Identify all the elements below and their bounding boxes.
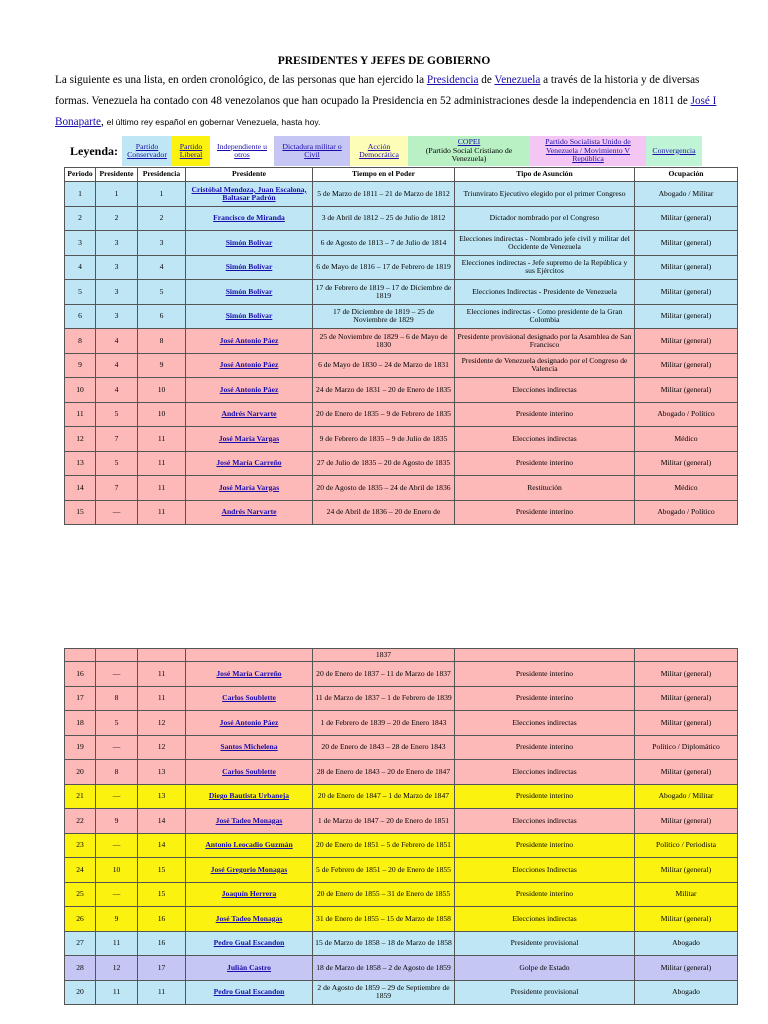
cell-tipo: Elecciones Indirectas - Presidente de Venezuela: [455, 280, 635, 305]
cell-presidente: 5: [96, 711, 138, 736]
cell-presidencia: 15: [138, 858, 186, 883]
cell-tipo: Elecciones indirectas - Nombrado jefe civil y militar del Occidente de Venezuela: [455, 231, 635, 256]
cell-tiempo: 1 de Marzo de 1847 – 20 de Enero de 1851: [313, 809, 455, 834]
cell-name: [186, 500, 313, 525]
cell-name: [186, 931, 313, 956]
cell-presidencia: 8: [138, 329, 186, 354]
cell-periodo: 23: [65, 833, 96, 858]
cell-tipo: Elecciones indirectas: [455, 378, 635, 403]
table-row: [65, 686, 738, 711]
cell-tipo: Presidente provisional designado por la Asamblea de San Francisco: [455, 329, 635, 354]
cell-ocupacion: Militar (general): [635, 451, 738, 476]
table-row: [65, 735, 738, 760]
column-header: Presidente: [186, 168, 313, 182]
cell-ocupacion: Político / Periodista: [635, 833, 738, 858]
cell-name: [186, 231, 313, 256]
cell-name: [186, 907, 313, 932]
legend-item[interactable]: Partido Liberal: [172, 136, 210, 166]
president-link[interactable]: José María Carreño: [216, 458, 282, 468]
cell-periodo: 5: [65, 280, 96, 305]
cell-tiempo: 3 de Abril de 1812 – 25 de Julio de 1812: [313, 206, 455, 231]
cell-ocupacion: Militar (general): [635, 907, 738, 932]
president-link[interactable]: Joaquín Herrera: [221, 889, 277, 899]
cell-ocupacion: Militar (general): [635, 231, 738, 256]
cell-ocupacion: Médico: [635, 427, 738, 452]
cell-tiempo: 18 de Marzo de 1858 – 2 de Agosto de 1859: [313, 956, 455, 981]
cell-tiempo: 9 de Febrero de 1835 – 9 de Julio de 1835: [313, 427, 455, 452]
table-row: [65, 956, 738, 981]
cell-tipo: Restitución: [455, 476, 635, 501]
cell-name: [186, 255, 313, 280]
legend-item[interactable]: [408, 136, 530, 166]
president-link[interactable]: José Antonio Páez: [219, 335, 279, 345]
cell-name: [186, 784, 313, 809]
cell-presidencia: 11: [138, 686, 186, 711]
cell-ocupacion: Abogado / Político: [635, 402, 738, 427]
cell-periodo: 6: [65, 304, 96, 329]
cell-presidente: 4: [96, 353, 138, 378]
table-row: [65, 858, 738, 883]
table-row: [65, 353, 738, 378]
cell-presidencia: 17: [138, 956, 186, 981]
legend-item-sub: (Partido Social Cristiano de Venezuela): [425, 145, 513, 164]
cell-tipo: Presidente interino: [455, 686, 635, 711]
president-link[interactable]: Santos Michelena: [220, 742, 278, 752]
president-link[interactable]: Andrés Narvarte: [221, 409, 277, 419]
legend-item[interactable]: Dictadura militar o Civil: [274, 136, 350, 166]
cell-tiempo: 20 de Enero de 1855 – 31 de Enero de 1855: [313, 882, 455, 907]
cell-name: [186, 980, 313, 1005]
cell-tiempo: 17 de Diciembre de 1819 – 25 de Noviembre de 1829: [313, 304, 455, 329]
cell-presidente: 3: [96, 304, 138, 329]
cell-tiempo: 27 de Julio de 1835 – 20 de Agosto de 1835: [313, 451, 455, 476]
table-row: [65, 182, 738, 207]
table-row: [65, 476, 738, 501]
cell-presidencia: 12: [138, 735, 186, 760]
cell-periodo: 1: [65, 182, 96, 207]
cell-periodo: 3: [65, 231, 96, 256]
president-link[interactable]: Julián Castro: [227, 962, 271, 972]
table-row: [65, 255, 738, 280]
cell-tipo: Presidente interino: [455, 500, 635, 525]
president-link[interactable]: José Antonio Páez: [219, 717, 279, 727]
table-row: [65, 784, 738, 809]
table-row: [65, 378, 738, 403]
intro-text-1: La siguiente es una lista, en orden cronológico, de las personas que han ejercido la: [55, 74, 427, 86]
cell-ocupacion: Abogado / Político: [635, 500, 738, 525]
president-link[interactable]: Antonio Leocadio Guzmán: [205, 840, 293, 850]
cell-name: [186, 833, 313, 858]
cell-tiempo: 1837: [313, 649, 455, 662]
president-link[interactable]: Andrés Narvarte: [221, 507, 277, 517]
cell-presidencia: 11: [138, 427, 186, 452]
legend-item[interactable]: Acción Democrática: [350, 136, 408, 166]
cell-ocupacion: Militar (general): [635, 760, 738, 785]
president-link[interactable]: José Gregorio Monagas: [210, 864, 288, 874]
table-row: [65, 206, 738, 231]
cell-name: [186, 711, 313, 736]
table-row: [65, 809, 738, 834]
cell-ocupacion: Militar (general): [635, 206, 738, 231]
cell-presidencia: 11: [138, 500, 186, 525]
table-row: [65, 980, 738, 1005]
president-link[interactable]: José Tadeo Monagas: [215, 913, 283, 923]
cell-tiempo: 20 de Agosto de 1835 – 24 de Abril de 1836: [313, 476, 455, 501]
cell-periodo: 19: [65, 735, 96, 760]
intro-text-5: el último rey español en gobernar Venezuela, hasta hoy.: [106, 117, 321, 127]
legend-item[interactable]: Partido Conservador: [122, 136, 172, 166]
table-row: [65, 427, 738, 452]
cell-presidencia: 13: [138, 784, 186, 809]
cell-tiempo: 6 de Agosto de 1813 – 7 de Julio de 1814: [313, 231, 455, 256]
cell-ocupacion: Militar (general): [635, 280, 738, 305]
table-row: [65, 451, 738, 476]
president-link[interactable]: Simón Bolívar: [225, 237, 273, 247]
president-link[interactable]: José María Vargas: [218, 433, 280, 443]
cell-tipo: Presidente interino: [455, 882, 635, 907]
page-title: PRESIDENTES Y JEFES DE GOBIERNO: [277, 55, 491, 67]
cell-tipo: Dictador nombrado por el Congreso: [455, 206, 635, 231]
president-link[interactable]: Carlos Soublette: [222, 766, 276, 776]
cell-presidente: 7: [96, 427, 138, 452]
cell-periodo: 28: [65, 956, 96, 981]
cell-tiempo: 5 de Marzo de 1811 – 21 de Marzo de 1812: [313, 182, 455, 207]
legend-item[interactable]: Convergencia: [646, 136, 702, 166]
cell-tipo: Presidente interino: [455, 833, 635, 858]
president-link[interactable]: José Antonio Páez: [219, 360, 279, 370]
cell-presidente: —: [96, 833, 138, 858]
cell-periodo: 21: [65, 784, 96, 809]
legend-item-label[interactable]: COPEI: [457, 137, 481, 147]
cell-presidente: 3: [96, 231, 138, 256]
intro-text-3: a través de la historia y de diversas formas. Venezuela ha contado con 48 venezolanos que han ocupado la Presidencia en 52 administraciones desde la independencia en 1811 de: [55, 74, 700, 107]
cell-presidente: —: [96, 882, 138, 907]
table-row-continuation: [65, 649, 738, 662]
cell-presidente: —: [96, 784, 138, 809]
cell-tiempo: 15 de Marzo de 1858 – 18 de Marzo de 1858: [313, 931, 455, 956]
cell-periodo: 14: [65, 476, 96, 501]
column-header: Presidencia: [138, 168, 186, 182]
cell-presidente: 9: [96, 907, 138, 932]
table-row: [65, 882, 738, 907]
cell-tipo: Elecciones indirectas: [455, 907, 635, 932]
cell-tiempo: 24 de Abril de 1836 – 20 de Enero de: [313, 500, 455, 525]
column-header: Tipo de Asunción: [455, 168, 635, 182]
cell-ocupacion: Militar (general): [635, 329, 738, 354]
cell-periodo: 25: [65, 882, 96, 907]
table-row: [65, 711, 738, 736]
cell-name: [186, 686, 313, 711]
cell-tipo: Elecciones indirectas - Como presidente de la Gran Colombia: [455, 304, 635, 329]
cell-tiempo: 31 de Enero de 1855 – 15 de Marzo de 1858: [313, 907, 455, 932]
cell-tiempo: 2 de Agosto de 1859 – 29 de Septiembre de 1859: [313, 980, 455, 1005]
cell-name: [186, 304, 313, 329]
cell-presidencia: 6: [138, 304, 186, 329]
link-presidencia[interactable]: Presidencia: [426, 74, 479, 86]
legend-item[interactable]: Independiente u otros: [210, 136, 274, 166]
cell-presidente: 1: [96, 182, 138, 207]
cell-presidencia: 16: [138, 931, 186, 956]
cell-presidente: 9: [96, 809, 138, 834]
cell-tiempo: 20 de Enero de 1851 – 5 de Febrero de 1851: [313, 833, 455, 858]
president-link[interactable]: Pedro Gual Escandon: [213, 987, 285, 997]
cell-ocupacion: Abogado: [635, 931, 738, 956]
cell-name: [186, 182, 313, 207]
cell-name: [186, 882, 313, 907]
cell-presidencia: 14: [138, 833, 186, 858]
cell-tiempo: 25 de Noviembre de 1829 – 6 de Mayo de 1830: [313, 329, 455, 354]
cell-tipo: Triunvirato Ejecutivo elegido por el primer Congreso: [455, 182, 635, 207]
cell-periodo: 27: [65, 931, 96, 956]
table-row: [65, 907, 738, 932]
cell-periodo: 18: [65, 711, 96, 736]
cell-periodo: 17: [65, 686, 96, 711]
cell-tiempo: 5 de Febrero de 1851 – 20 de Enero de 1855: [313, 858, 455, 883]
cell-periodo: 24: [65, 858, 96, 883]
cell-presidencia: 13: [138, 760, 186, 785]
cell-periodo: 11: [65, 402, 96, 427]
cell-tipo: Presidente interino: [455, 402, 635, 427]
cell-presidencia: 3: [138, 231, 186, 256]
cell-tipo: Elecciones Indirectas: [455, 858, 635, 883]
presidents-table-2: [64, 648, 738, 1005]
table-row: [65, 662, 738, 687]
cell-ocupacion: Militar: [635, 882, 738, 907]
table-row: [65, 760, 738, 785]
cell-tipo: Elecciones indirectas: [455, 809, 635, 834]
cell-periodo: 9: [65, 353, 96, 378]
cell-name: [186, 662, 313, 687]
cell-presidencia: 2: [138, 206, 186, 231]
cell-ocupacion: Militar (general): [635, 255, 738, 280]
cell-presidente: 2: [96, 206, 138, 231]
cell-name: [186, 956, 313, 981]
cell-tiempo: 11 de Marzo de 1837 – 1 de Febrero de 1839: [313, 686, 455, 711]
cell-tiempo: 6 de Mayo de 1816 – 17 de Febrero de 1819: [313, 255, 455, 280]
link-venezuela[interactable]: Venezuela: [494, 74, 541, 86]
cell-tipo: Presidente provisional: [455, 931, 635, 956]
cell-presidente: —: [96, 735, 138, 760]
cell-presidencia: 14: [138, 809, 186, 834]
cell-presidente: 4: [96, 329, 138, 354]
cell-ocupacion: Militar (general): [635, 353, 738, 378]
column-header: Tiempo en el Poder: [313, 168, 455, 182]
president-link[interactable]: José María Vargas: [218, 482, 280, 492]
cell-name: [186, 329, 313, 354]
cell-ocupacion: Militar (general): [635, 662, 738, 687]
table-row: [65, 329, 738, 354]
cell-name: [186, 858, 313, 883]
president-link[interactable]: Simón Bolívar: [225, 286, 273, 296]
column-header: Periodo: [65, 168, 96, 182]
cell-tipo: Elecciones indirectas - Jefe supremo de la República y sus Ejércitos: [455, 255, 635, 280]
cell-ocupacion: Militar (general): [635, 711, 738, 736]
cell-tipo: Elecciones indirectas: [455, 427, 635, 452]
cell-tiempo: 20 de Enero de 1847 – 1 de Marzo de 1847: [313, 784, 455, 809]
table-row: [65, 931, 738, 956]
cell-periodo: 13: [65, 451, 96, 476]
cell-name: [186, 760, 313, 785]
cell-presidencia: 1: [138, 182, 186, 207]
president-link[interactable]: Diego Bautista Urbaneja: [208, 791, 290, 801]
cell-presidencia: 11: [138, 662, 186, 687]
column-header: Ocupación: [635, 168, 738, 182]
cell-tipo: Presidente interino: [455, 451, 635, 476]
cell-periodo: 2: [65, 206, 96, 231]
legend-item[interactable]: Partido Socialista Unido de Venezuela / Movimiento V República: [530, 136, 646, 166]
cell-ocupacion: Abogado / Militar: [635, 784, 738, 809]
cell-ocupacion: Militar (general): [635, 686, 738, 711]
table-row: [65, 231, 738, 256]
legend-label: Leyenda:: [68, 136, 122, 166]
cell-presidente: —: [96, 500, 138, 525]
cell-name: [186, 280, 313, 305]
cell-presidencia: 9: [138, 353, 186, 378]
cell-presidencia: 12: [138, 711, 186, 736]
cell-periodo: 16: [65, 662, 96, 687]
intro-paragraph: [55, 70, 720, 133]
cell-name: [186, 427, 313, 452]
cell-presidente: —: [96, 662, 138, 687]
cell-ocupacion: Militar (general): [635, 378, 738, 403]
cell-presidencia: 10: [138, 402, 186, 427]
cell-presidencia: 10: [138, 378, 186, 403]
cell-presidencia: 16: [138, 907, 186, 932]
table-row: [65, 500, 738, 525]
intro-text-4: ,: [100, 116, 107, 128]
cell-periodo: 12: [65, 427, 96, 452]
cell-tiempo: 6 de Mayo de 1830 – 24 de Marzo de 1831: [313, 353, 455, 378]
cell-ocupacion: Político / Diplomático: [635, 735, 738, 760]
intro-text-2: de: [478, 74, 495, 86]
cell-presidente: 11: [96, 980, 138, 1005]
cell-name: [186, 476, 313, 501]
link-bonaparte[interactable]: José I Bonaparte: [55, 95, 717, 128]
cell-tiempo: 20 de Enero de 1837 – 11 de Marzo de 1837: [313, 662, 455, 687]
cell-presidencia: 4: [138, 255, 186, 280]
president-link[interactable]: Carlos Soublette: [222, 693, 276, 703]
cell-presidente: 11: [96, 931, 138, 956]
president-link[interactable]: Cristóbal Mendoza, Juan Escalona, Baltasar Padrón: [191, 184, 307, 202]
president-link[interactable]: Simón Bolívar: [225, 262, 273, 272]
cell-presidente: 7: [96, 476, 138, 501]
president-link[interactable]: José Tadeo Monagas: [215, 815, 283, 825]
cell-ocupacion: Militar (general): [635, 304, 738, 329]
cell-presidente: 3: [96, 255, 138, 280]
cell-presidente: 10: [96, 858, 138, 883]
cell-presidente: 12: [96, 956, 138, 981]
cell-tiempo: 1 de Febrero de 1839 – 20 de Enero 1843: [313, 711, 455, 736]
cell-tiempo: 24 de Marzo de 1831 – 20 de Enero de 1835: [313, 378, 455, 403]
table-row: [65, 280, 738, 305]
cell-tiempo: 17 de Febrero de 1819 – 17 de Diciembre de 1819: [313, 280, 455, 305]
cell-periodo: 4: [65, 255, 96, 280]
cell-name: [186, 353, 313, 378]
cell-tipo: Presidente provisional: [455, 980, 635, 1005]
cell-presidente: 4: [96, 378, 138, 403]
cell-presidente: 3: [96, 280, 138, 305]
cell-presidente: 5: [96, 402, 138, 427]
cell-name: [186, 402, 313, 427]
president-link[interactable]: Francisco de Miranda: [213, 213, 285, 223]
table-row: [65, 402, 738, 427]
cell-ocupacion: Abogado / Militar: [635, 182, 738, 207]
cell-ocupacion: Militar (general): [635, 809, 738, 834]
cell-periodo: 20: [65, 760, 96, 785]
cell-presidencia: 11: [138, 451, 186, 476]
cell-presidente: 8: [96, 686, 138, 711]
table-row: [65, 304, 738, 329]
table-row: [65, 833, 738, 858]
cell-presidencia: 5: [138, 280, 186, 305]
cell-tipo: Elecciones indirectas: [455, 711, 635, 736]
cell-presidencia: 11: [138, 980, 186, 1005]
presidents-table-1: [64, 167, 738, 525]
cell-periodo: 15: [65, 500, 96, 525]
cell-tiempo: 28 de Enero de 1843 – 20 de Enero de 1847: [313, 760, 455, 785]
cell-tiempo: 20 de Enero de 1835 – 9 de Febrero de 1835: [313, 402, 455, 427]
cell-ocupacion: Militar (general): [635, 956, 738, 981]
cell-name: [186, 451, 313, 476]
cell-name: [186, 809, 313, 834]
cell-tipo: Presidente de Venezuela designado por el Congreso de Valencia: [455, 353, 635, 378]
cell-tipo: Presidente interino: [455, 662, 635, 687]
cell-presidente: 5: [96, 451, 138, 476]
cell-periodo: 26: [65, 907, 96, 932]
cell-tipo: Presidente interino: [455, 784, 635, 809]
president-link[interactable]: Pedro Gual Escandon: [213, 938, 285, 948]
cell-presidencia: 11: [138, 476, 186, 501]
cell-tipo: Elecciones indirectas: [455, 760, 635, 785]
legend: [68, 136, 702, 166]
cell-name: [186, 206, 313, 231]
cell-tipo: Golpe de Estado: [455, 956, 635, 981]
cell-presidente: 8: [96, 760, 138, 785]
cell-periodo: 22: [65, 809, 96, 834]
cell-ocupacion: Militar (general): [635, 858, 738, 883]
cell-name: [186, 378, 313, 403]
cell-tipo: Presidente interino: [455, 735, 635, 760]
president-link[interactable]: José Antonio Páez: [219, 384, 279, 394]
cell-periodo: 8: [65, 329, 96, 354]
cell-ocupacion: Abogado: [635, 980, 738, 1005]
president-link[interactable]: Simón Bolívar: [225, 311, 273, 321]
cell-name: [186, 735, 313, 760]
cell-tiempo: 20 de Enero de 1843 – 28 de Enero 1843: [313, 735, 455, 760]
cell-periodo: 20: [65, 980, 96, 1005]
cell-periodo: 10: [65, 378, 96, 403]
cell-ocupacion: Médico: [635, 476, 738, 501]
cell-presidencia: 15: [138, 882, 186, 907]
president-link[interactable]: José María Carreño: [216, 668, 282, 678]
column-header: Presidente: [96, 168, 138, 182]
